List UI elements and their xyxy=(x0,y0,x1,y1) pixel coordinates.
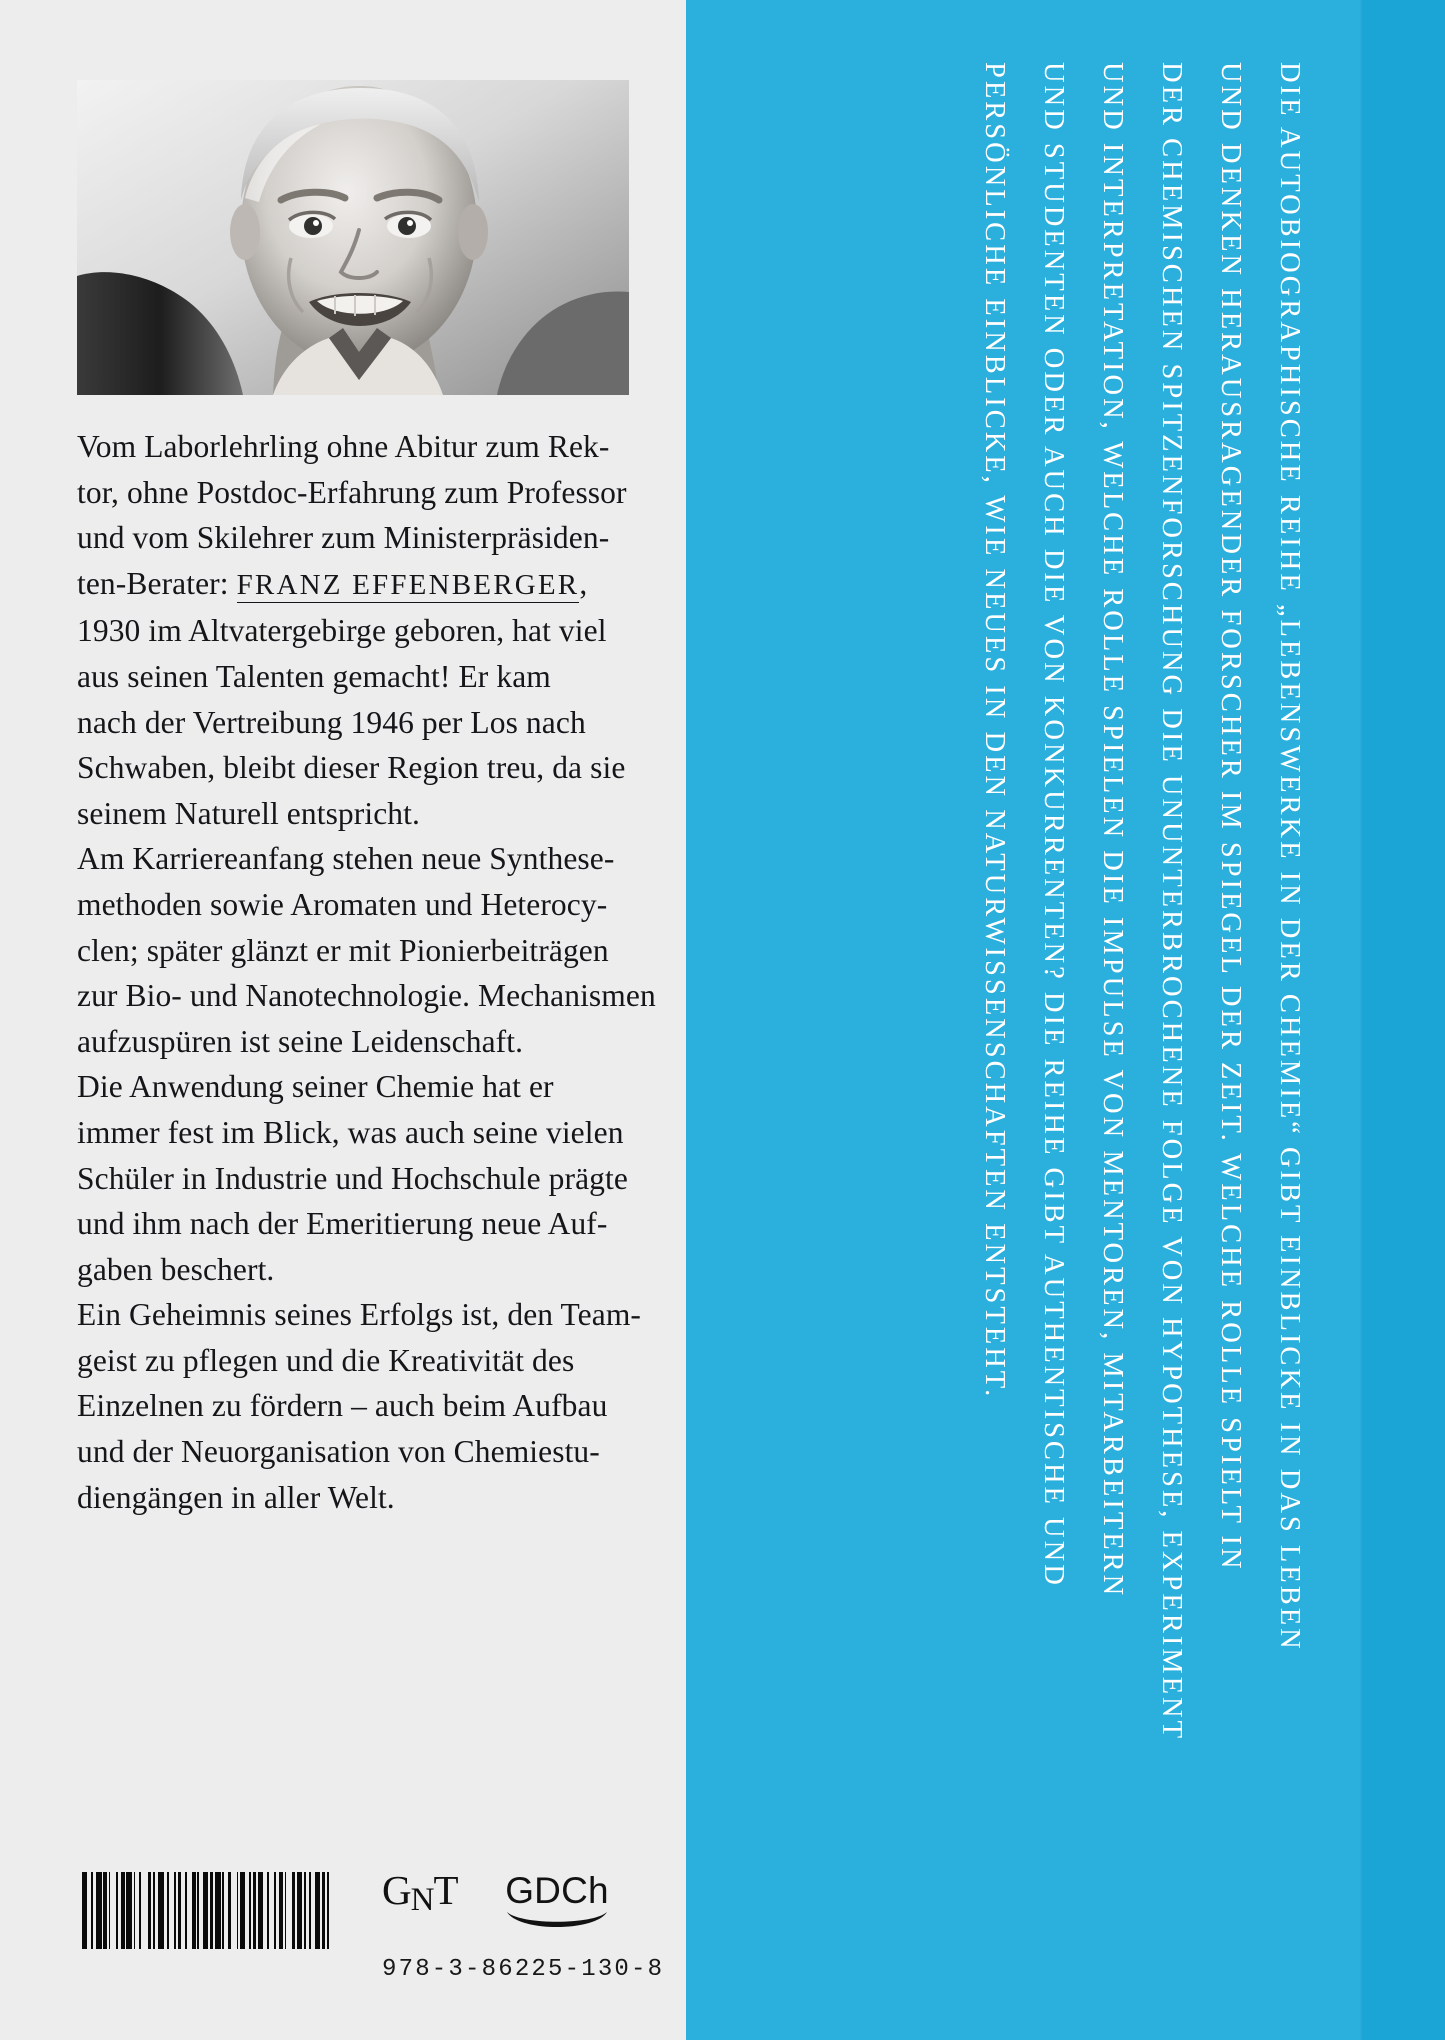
cover-edge-strip xyxy=(1362,0,1445,2040)
gdch-logo-word: GDCh xyxy=(505,1870,609,1911)
blurb-line: Ein Geheimnis seines Erfolgs ist, den Team- xyxy=(77,1297,642,1333)
gnt-logo-t: T xyxy=(433,1867,459,1913)
blurb-line: tor, ohne Postdoc-Erfahrung zum Professor xyxy=(77,474,627,510)
blurb-line: 1930 im Altvatergebirge geboren, hat viel xyxy=(77,613,607,649)
blurb-line: Schüler in Industrie und Hochschule prägte xyxy=(77,1160,628,1196)
blurb-line: zur Bio- und Nanotechnologie. Mechanismen xyxy=(77,978,656,1014)
series-text-line: UND DENKEN HERAUSRAGENDER FORSCHER IM SPIEGEL DER ZEIT. WELCHE ROLLE SPIELT IN xyxy=(1215,62,1246,1572)
blurb-line: diengängen in aller Welt. xyxy=(77,1479,395,1515)
blurb-name-prefix: ten-Berater: xyxy=(77,565,237,601)
isbn-number: 978-3-86225-130-8 xyxy=(382,1956,665,1983)
blurb-line: aus seinen Talenten gemacht! Er kam xyxy=(77,658,551,694)
blurb-line: und ihm nach der Emeritierung neue Auf- xyxy=(77,1206,608,1242)
blurb-line: immer fest im Blick, was auch seine vielen xyxy=(77,1114,624,1150)
blurb-line: und der Neuorganisation von Chemiestu- xyxy=(77,1434,600,1470)
series-text-line: DIE AUTOBIOGRAPHISCHE REIHE „LEBENSWERKE IN DER CHEMIE“ GIBT EINBLICKE IN DAS LEBEN xyxy=(1274,62,1305,1652)
blurb-name-suffix: , xyxy=(579,565,588,601)
series-text-line: PERSÖNLICHE EINBLICKE, WIE NEUES IN DEN NATURWISSENSCHAFTEN ENTSTEHT. xyxy=(979,62,1010,1400)
series-vertical-text xyxy=(686,0,1362,2040)
blurb-line: clen; später glänzt er mit Pionierbeiträgen xyxy=(77,932,609,968)
blurb-line: Vom Laborlehrling ohne Abitur zum Rek- xyxy=(77,429,610,464)
gnt-logo-n: N xyxy=(410,1882,435,1918)
blurb-line: nach der Vertreibung 1946 per Los nach xyxy=(77,704,586,740)
series-text-line: DER CHEMISCHEN SPITZENFORSCHUNG DIE UNUNTERBROCHENE FOLGE VON HYPOTHESE, EXPERIMENT xyxy=(1156,62,1187,1742)
blurb-line: aufzuspüren ist seine Leidenschaft. xyxy=(77,1023,524,1059)
blurb-line: Die Anwendung seiner Chemie hat er xyxy=(77,1069,554,1105)
author-name: FRANZ EFFENBERGER xyxy=(236,568,580,601)
blurb-line: Einzelnen zu fördern – auch beim Aufbau xyxy=(77,1388,608,1424)
series-blurb-panel xyxy=(686,0,1445,2040)
blurb-line: und vom Skilehrer zum Ministerpräsiden- xyxy=(77,520,610,556)
gnt-logo-g: G xyxy=(382,1867,412,1913)
series-text-line: UND STUDENTEN ODER AUCH DIE VON KONKURRENTEN? DIE REIHE GIBT AUTHENTISCHE UND xyxy=(1038,62,1069,1588)
blurb-line: Schwaben, bleibt dieser Region treu, da sie xyxy=(77,750,626,786)
blurb-line: Am Karriereanfang stehen neue Synthese- xyxy=(77,841,615,877)
blurb-line: seinem Naturell entspricht. xyxy=(77,795,420,831)
blurb-line: gaben beschert. xyxy=(77,1251,275,1287)
blurb-line: methoden sowie Aromaten und Heterocy- xyxy=(77,886,608,922)
blurb-line: geist zu pflegen und die Kreativität des xyxy=(77,1342,575,1378)
series-text-line: UND INTERPRETATION, WELCHE ROLLE SPIELEN DIE IMPULSE VON MENTOREN, MITARBEITERN xyxy=(1097,62,1128,1599)
